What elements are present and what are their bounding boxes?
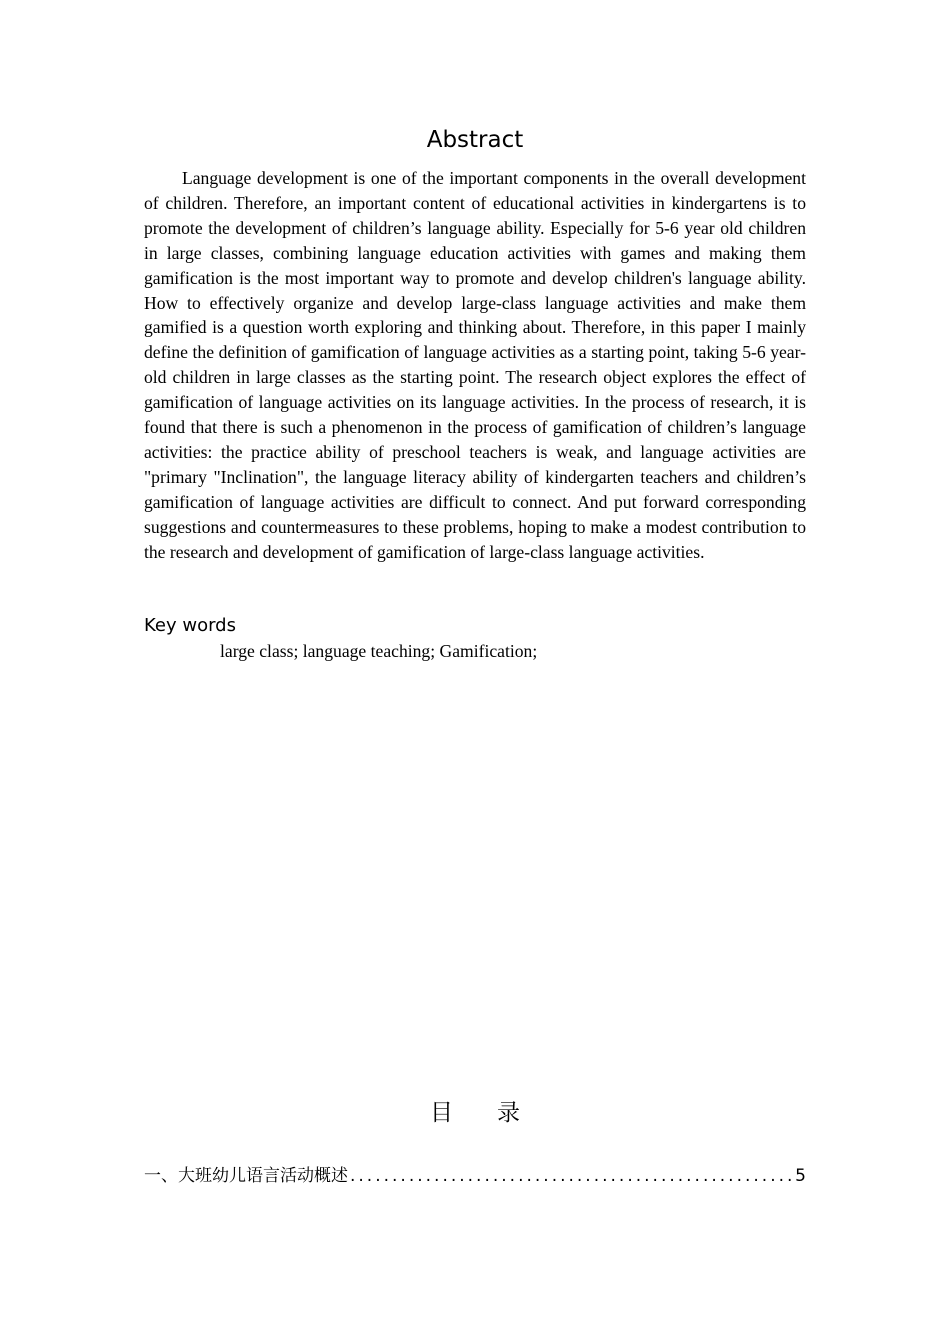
abstract-title: Abstract xyxy=(426,127,524,153)
keywords-text: large class; language teaching; Gamification; xyxy=(220,641,538,661)
toc-title: 目录 xyxy=(430,1100,564,1126)
toc-entry[interactable] xyxy=(144,1163,806,1189)
toc-entry-label: 一、大班幼儿语言活动概述 xyxy=(144,1166,348,1186)
toc-entry-page: 5 xyxy=(795,1166,806,1186)
keywords-heading: Key words xyxy=(144,615,236,636)
toc-dot-leader xyxy=(350,1163,793,1189)
abstract-body: Language development is one of the important components in the overall development of children. Therefore, an important content of educational activities in kindergartens is to promote the development of children’s language ability. Especially for 5-6 year old children in large classes, combining language education activities with games and making them gamification is the most important way to promote and develop children's language ability. How to effectively organize and develop large-class language activities and make them gamified is a question worth exploring and thinking about. Therefore, in this paper I mainly define the definition of gamification of language activities as a starting point, taking 5-6 year-old children in large classes as the starting point. The research object explores the effect of gamification of language activities on its language activities. In the process of research, it is found that there is such a phenomenon in the process of gamification of children’s language activities: the practice ability of preschool teachers is weak, and language activities are "primary "Inclination", the language literacy ability of kindergarten teachers and children’s gamification of language activities are difficult to connect. And put forward corresponding suggestions and countermeasures to these problems, hoping to make a modest contribution to the research and development of gamification of large-class language activities. xyxy=(144,168,806,562)
